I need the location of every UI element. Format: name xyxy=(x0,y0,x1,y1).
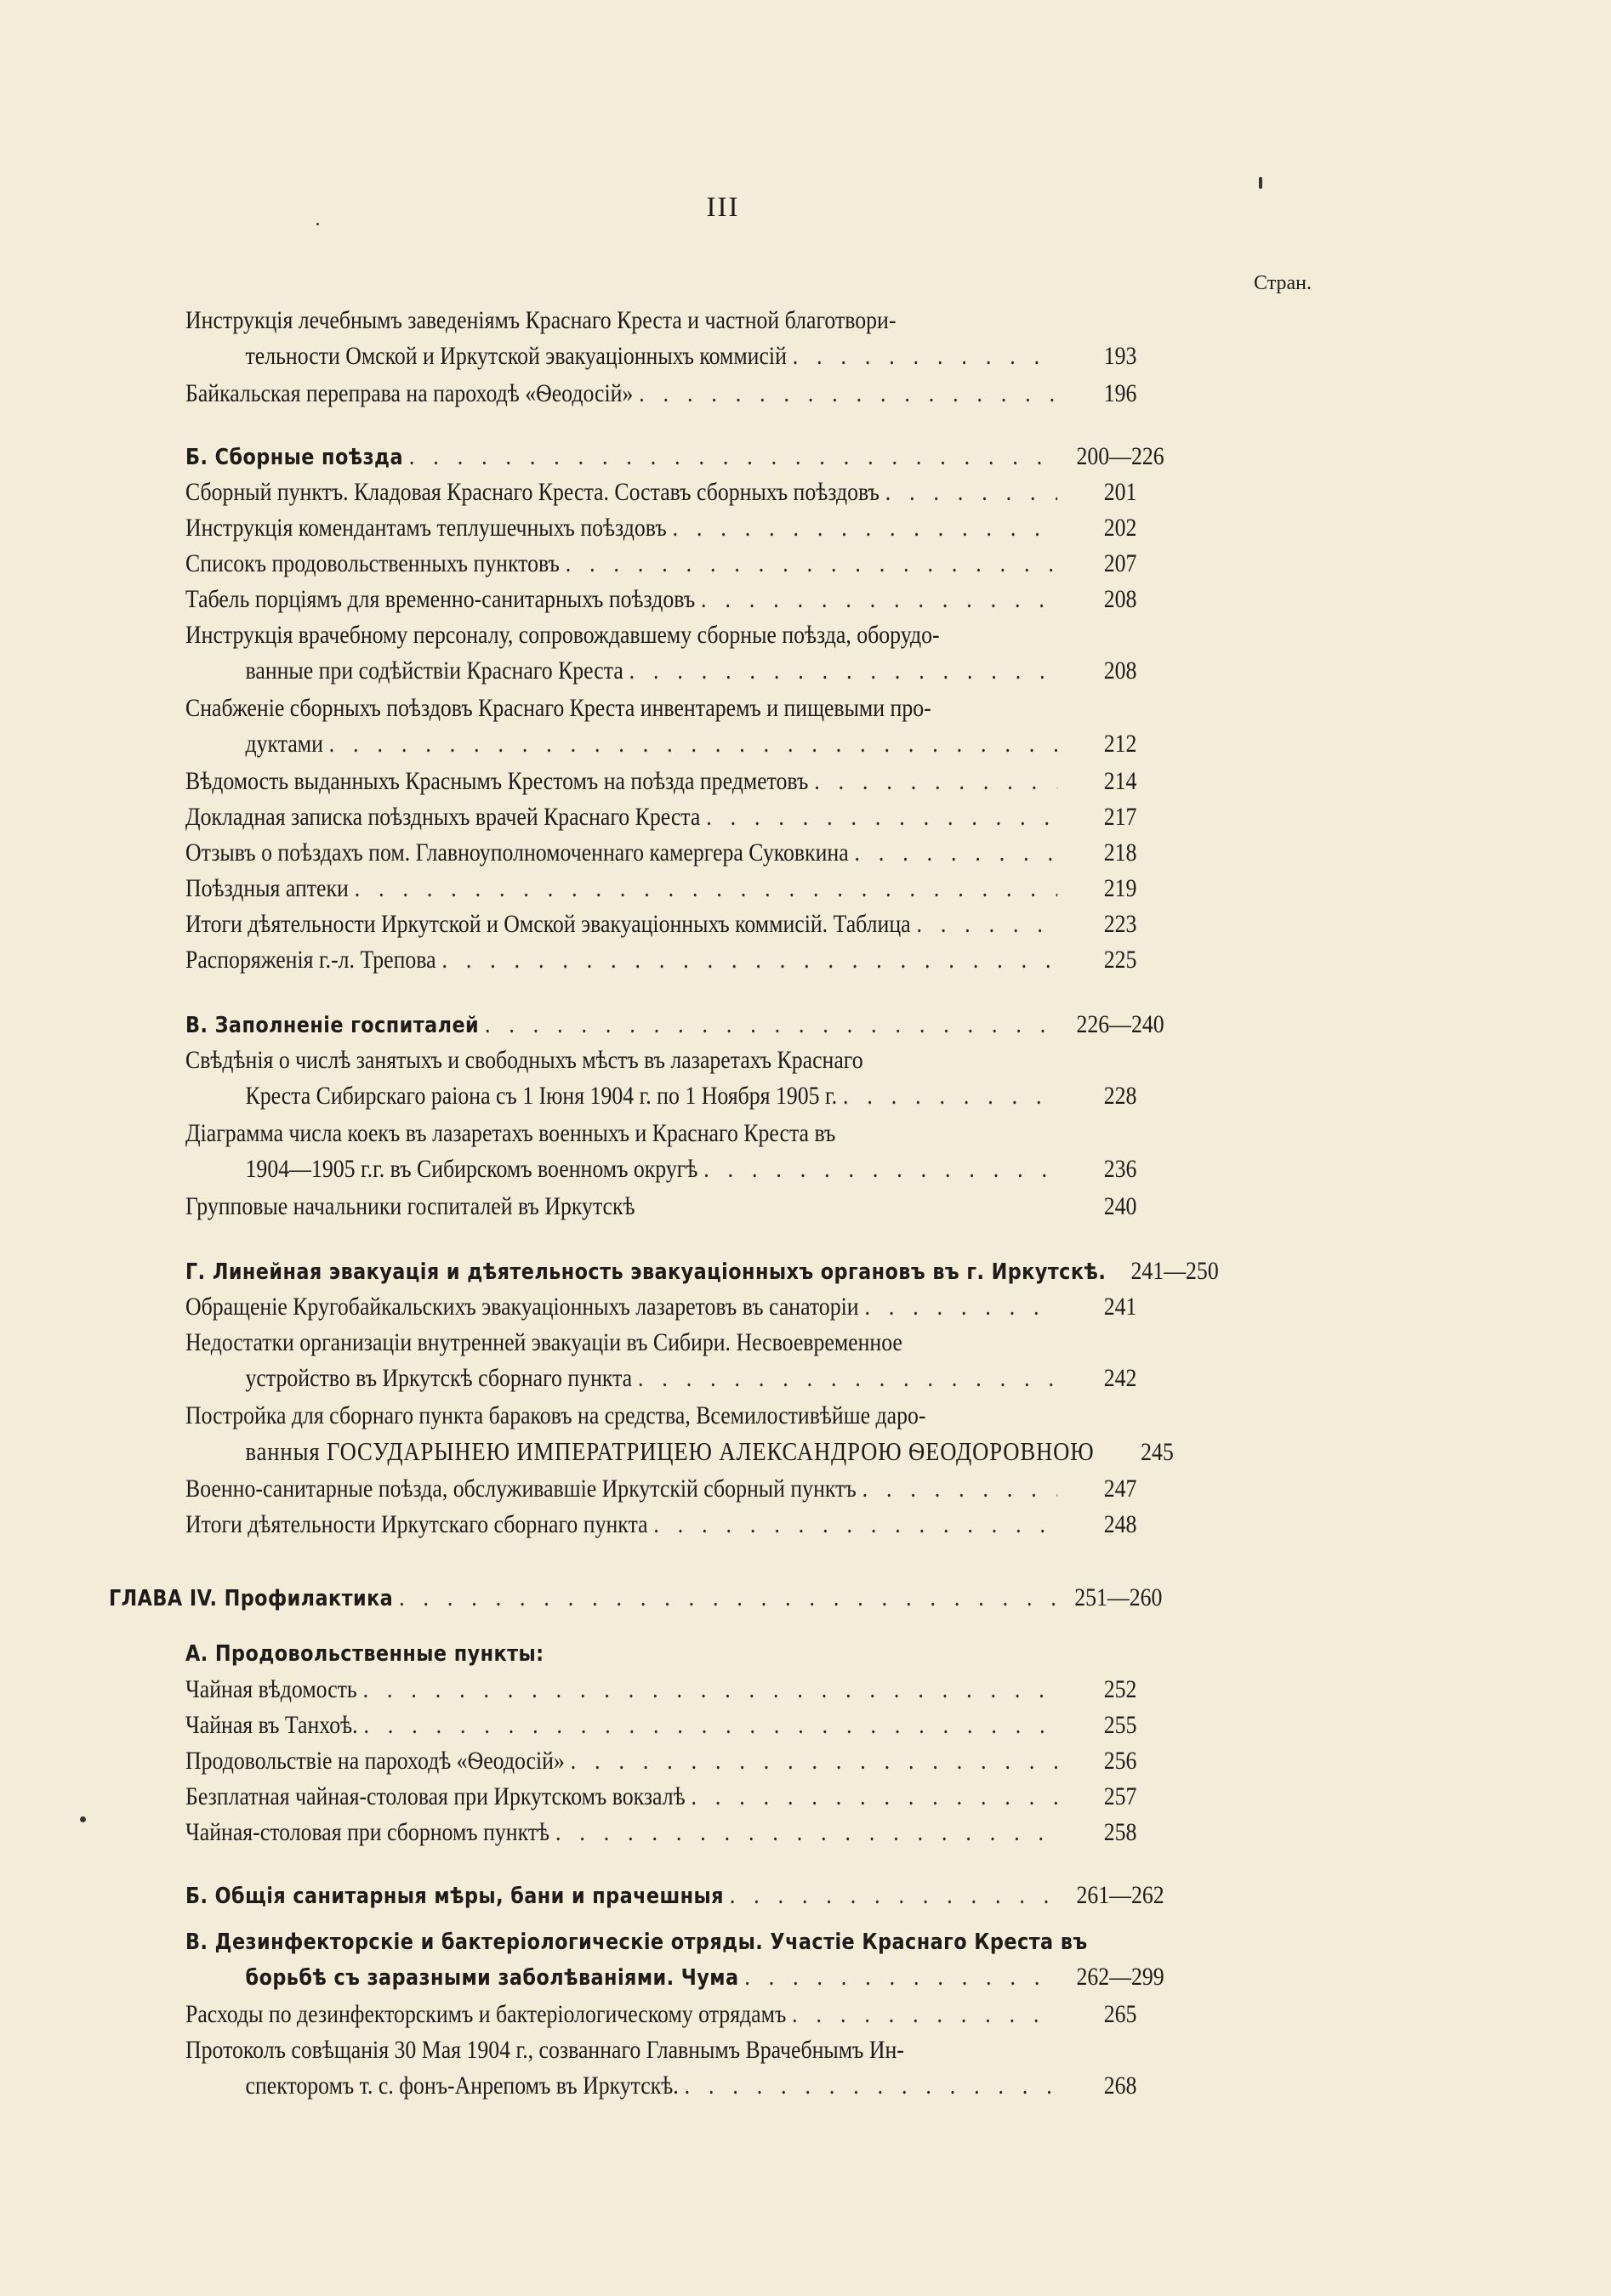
toc-page-number: 252 xyxy=(1103,1675,1137,1703)
toc-line xyxy=(185,1007,1179,1043)
toc-line xyxy=(185,1289,1179,1325)
toc-line xyxy=(185,475,1179,510)
toc-entry xyxy=(185,1708,1179,1743)
page-number: III xyxy=(706,192,740,223)
toc-entry-text: устройство въ Иркутскѣ сборнаго пункта xyxy=(245,1364,633,1392)
toc-entry-text: А. Продовольственные пункты: xyxy=(185,1641,544,1667)
toc-line xyxy=(185,2032,1179,2068)
toc-entry xyxy=(185,1189,1179,1225)
toc-entry-text: Г. Линейная эвакуація и дѣятельность эвакуаціонныхъ органовъ въ г. Иркутскѣ. xyxy=(185,1259,1107,1285)
toc-entry-text: Креста Сибирскаго раіона съ 1 Іюня 1904 г. по 1 Ноября 1905 г. xyxy=(245,1082,838,1110)
toc-line xyxy=(185,691,1179,726)
toc-entry-text: Чайная-столовая при сборномъ пунктѣ xyxy=(185,1818,550,1846)
toc-entry xyxy=(185,1253,1219,1289)
toc-entry xyxy=(185,303,1179,374)
toc-entry-text: борьбѣ съ заразными заболѣваніями. Чума xyxy=(245,1965,739,1991)
toc-entry-text: ванныя ГОСУДАРЫНЕЮ ИМПЕРАТРИЦЕЮ АЛЕКСАНДРОЮ ѲЕОДОРОВНОЮ xyxy=(245,1436,1095,1466)
toc-line xyxy=(185,338,1179,374)
toc-entry-text: Списокъ продовольственныхъ пунктовъ xyxy=(185,549,560,577)
toc-line xyxy=(185,799,1179,835)
toc-entry-text: Расходы по дезинфекторскимъ и бактеріологическому отрядамъ xyxy=(185,2000,787,2028)
toc-page-number: 200—226 xyxy=(1076,442,1164,470)
toc-entry-text: Байкальская переправа на пароходѣ «Ѳеодосій» xyxy=(185,379,634,407)
toc-line xyxy=(185,1078,1179,1114)
toc-page-number: 240 xyxy=(1103,1192,1137,1220)
toc-entry-text: Чайная вѣдомость xyxy=(185,1675,357,1703)
toc-page-number: 241 xyxy=(1103,1293,1137,1321)
toc-entry xyxy=(185,376,1179,412)
toc-entry xyxy=(185,1924,1179,1995)
toc-line xyxy=(185,1043,1179,1078)
dot-leader xyxy=(1106,1253,1112,1289)
toc-entry xyxy=(185,1997,1179,2032)
toc-line xyxy=(185,1743,1179,1779)
toc-page-number: 261—262 xyxy=(1076,1881,1164,1909)
toc-line xyxy=(185,871,1179,906)
dot-leader xyxy=(633,376,1057,412)
toc-entry xyxy=(109,1580,1177,1616)
dot-leader xyxy=(632,1361,1057,1396)
toc-line xyxy=(185,582,1179,617)
toc-entry-text: 1904—1905 г.г. въ Сибирскомъ военномъ округѣ xyxy=(245,1155,698,1183)
toc-line xyxy=(185,1997,1179,2032)
toc-line xyxy=(109,1580,1177,1616)
toc-line xyxy=(185,1151,1179,1187)
toc-line xyxy=(185,1361,1179,1396)
toc-entry xyxy=(185,617,1179,689)
toc-line xyxy=(185,510,1179,546)
toc-entry-text: Распоряженія г.-л. Трепова xyxy=(185,946,436,974)
toc-line xyxy=(185,1815,1179,1850)
toc-entry-text: тельности Омской и Иркутской эвакуаціонныхъ коммисій xyxy=(245,342,787,370)
dot-leader xyxy=(560,546,1057,582)
toc-entry xyxy=(185,1116,1179,1187)
dot-leader xyxy=(686,1779,1058,1815)
dot-leader xyxy=(911,906,1058,942)
toc-line xyxy=(185,1779,1179,1815)
toc-line xyxy=(185,1434,1179,1469)
toc-page-number: 262—299 xyxy=(1076,1963,1164,1991)
dot-leader xyxy=(679,2068,1057,2104)
toc-entry-text: Протоколъ совѣщанія 30 Мая 1904 г., созваннаго Главнымъ Врачебнымъ Ин- xyxy=(185,2036,904,2064)
toc-entry xyxy=(185,799,1179,835)
dot-leader xyxy=(786,1997,1057,2032)
dot-leader xyxy=(859,1289,1058,1325)
toc-page-number: 268 xyxy=(1103,2072,1137,2100)
toc-entry xyxy=(185,546,1179,582)
dot-leader xyxy=(837,1078,1057,1114)
toc-entry-text: Продовольствіе на пароходѣ «Ѳеодосій» xyxy=(185,1747,565,1775)
toc-line xyxy=(185,2068,1179,2104)
dot-leader xyxy=(323,726,1057,762)
toc-page-number: 212 xyxy=(1103,730,1137,758)
toc-entry-text: Сборный пунктъ. Кладовая Краснаго Креста. Составъ сборныхъ поѣздовъ xyxy=(185,478,880,506)
toc-page-number: 251—260 xyxy=(1074,1583,1163,1611)
ink-speck xyxy=(80,1816,86,1822)
toc-line xyxy=(185,439,1179,475)
toc-page-number: 257 xyxy=(1103,1782,1137,1810)
toc-line xyxy=(185,1325,1179,1361)
toc-entry-text: Б. Сборные поѣзда xyxy=(185,445,404,470)
toc-line xyxy=(185,835,1179,871)
toc-page-number: 226—240 xyxy=(1076,1010,1164,1038)
dot-leader xyxy=(697,1151,1057,1187)
dot-leader xyxy=(623,653,1057,689)
toc-page-number: 258 xyxy=(1103,1818,1137,1846)
toc-entry-text: Инструкція врачебному персоналу, сопровождавшему сборные поѣзда, оборудо- xyxy=(185,621,940,649)
toc-entry-text: Поѣздныя аптеки xyxy=(185,874,349,902)
toc-page-number: 236 xyxy=(1103,1155,1137,1183)
toc-line xyxy=(185,1924,1179,1959)
toc-entry xyxy=(185,942,1179,978)
dot-leader xyxy=(808,764,1057,799)
dot-leader xyxy=(648,1507,1058,1543)
toc-entry xyxy=(185,1043,1179,1114)
dot-leader xyxy=(349,871,1057,906)
toc-entry xyxy=(185,1779,1179,1815)
toc-entry-text: Безплатная чайная-столовая при Иркутскомъ вокзалѣ xyxy=(185,1782,686,1810)
toc-entry xyxy=(185,439,1179,475)
dot-leader xyxy=(393,1580,1056,1616)
toc-line xyxy=(185,617,1179,653)
toc-entry-text: Недостатки организаціи внутренней эвакуаціи въ Сибири. Несвоевременное xyxy=(185,1328,902,1356)
toc-entry-text: Итоги дѣятельности Иркутской и Омской эвакуаціонныхъ коммисій. Таблица xyxy=(185,910,911,938)
toc-entry xyxy=(185,1672,1179,1708)
dot-leader xyxy=(857,1471,1057,1507)
toc-page-number: 219 xyxy=(1103,874,1137,902)
dot-leader xyxy=(479,1007,1057,1043)
toc-entry xyxy=(185,582,1179,617)
toc-page-number: 228 xyxy=(1103,1082,1137,1110)
dot-leader xyxy=(436,942,1058,978)
dot-leader xyxy=(724,1878,1057,1913)
dot-leader xyxy=(403,439,1057,475)
dot-leader xyxy=(695,582,1057,617)
toc-line xyxy=(185,1253,1219,1289)
toc-page-number: 196 xyxy=(1103,379,1137,407)
toc-entry xyxy=(185,1636,1179,1672)
toc-entry xyxy=(185,1507,1179,1543)
toc-entry xyxy=(185,1815,1179,1850)
toc-page-number: 247 xyxy=(1103,1475,1137,1503)
dot-leader xyxy=(565,1743,1057,1779)
toc-page-number: 201 xyxy=(1103,478,1137,506)
toc-page-number: 255 xyxy=(1103,1711,1137,1739)
toc-page-number: 242 xyxy=(1103,1364,1137,1392)
toc-entry-text: Отзывъ о поѣздахъ пом. Главноуполномоченнаго камергера Суковкина xyxy=(185,838,849,867)
toc-entry-text: Итоги дѣятельности Иркутскаго сборнаго пункта xyxy=(185,1510,648,1538)
toc-page-number: 248 xyxy=(1103,1510,1137,1538)
toc-entry-text: В. Заполненіе госпиталей xyxy=(185,1013,480,1038)
toc-line xyxy=(185,1878,1179,1913)
toc-entry-text: Военно-санитарные поѣзда, обслуживавшіе Иркутскій сборный пунктъ xyxy=(185,1475,857,1503)
toc-line xyxy=(185,1959,1179,1995)
toc-page-number: 265 xyxy=(1103,2000,1137,2028)
toc-entry-text: ванные при содѣйствіи Краснаго Креста xyxy=(245,656,623,685)
toc-page-number: 245 xyxy=(1141,1438,1174,1466)
toc-line xyxy=(185,726,1179,762)
dot-leader xyxy=(700,799,1057,835)
toc-entry xyxy=(185,2032,1179,2104)
toc-page-number: 208 xyxy=(1103,656,1137,685)
toc-entry-text: дуктами xyxy=(245,730,323,758)
toc-line xyxy=(185,942,1179,978)
toc-entry-text: ГЛАВА IV. Профилактика xyxy=(109,1586,394,1611)
toc-page-number: 225 xyxy=(1103,946,1137,974)
toc-entry-text: Постройка для сборнаго пункта бараковъ на средства, Всемилостивѣйше даро- xyxy=(185,1401,926,1429)
toc-line xyxy=(185,653,1179,689)
toc-line xyxy=(185,1471,1179,1507)
toc-page-number: 223 xyxy=(1103,910,1137,938)
toc-line xyxy=(185,1398,1179,1434)
dot-leader xyxy=(549,1815,1057,1850)
toc-page-number: 217 xyxy=(1103,803,1137,831)
toc-line xyxy=(185,1708,1179,1743)
toc-entry xyxy=(185,1743,1179,1779)
dot-leader xyxy=(787,338,1057,374)
toc-entry xyxy=(185,1325,1179,1396)
dot-leader xyxy=(358,1708,1058,1743)
toc-page-number: 207 xyxy=(1103,549,1137,577)
toc-entry xyxy=(185,906,1179,942)
toc-entry-text: Докладная записка поѣздныхъ врачей Краснаго Креста xyxy=(185,803,701,831)
toc-entry-text: Обращеніе Кругобайкальскихъ эвакуаціонныхъ лазаретовъ въ санаторіи xyxy=(185,1293,859,1321)
toc-page-number: 256 xyxy=(1103,1747,1137,1775)
toc-entry xyxy=(185,510,1179,546)
toc-line xyxy=(185,906,1179,942)
toc-entry xyxy=(185,1398,1179,1469)
toc-entry xyxy=(185,691,1179,762)
dot-leader xyxy=(880,475,1057,510)
toc-page-number: 214 xyxy=(1103,767,1137,795)
toc-line xyxy=(185,546,1179,582)
page-column-header: Стран. xyxy=(1254,272,1312,294)
toc-entry-text: Вѣдомость выданныхъ Краснымъ Крестомъ на поѣзда предметовъ xyxy=(185,767,809,795)
toc-entry-text: Діаграмма числа коекъ въ лазаретахъ военныхъ и Краснаго Креста въ xyxy=(185,1119,836,1147)
toc-line xyxy=(185,303,1179,338)
toc-page-number: 218 xyxy=(1103,838,1137,867)
toc-entry-text: В. Дезинфекторскіе и бактеріологическіе отряды. Участіе Краснаго Креста въ xyxy=(185,1929,1088,1955)
dot-leader xyxy=(738,1959,1057,1995)
toc-entry xyxy=(185,835,1179,871)
dot-leader xyxy=(849,835,1057,871)
toc-line xyxy=(185,764,1179,799)
toc-line xyxy=(185,376,1179,412)
toc-entry xyxy=(185,1878,1179,1913)
toc-page-number: 193 xyxy=(1103,342,1137,370)
toc-page-number: 241—250 xyxy=(1130,1257,1219,1285)
toc-entry-text: Снабженіе сборныхъ поѣздовъ Краснаго Креста инвентаремъ и пищевыми про- xyxy=(185,694,931,722)
ink-speck xyxy=(1259,177,1262,189)
toc-line xyxy=(185,1507,1179,1543)
toc-entry-text: спекторомъ т. с. фонъ-Анрепомъ въ Иркутскѣ. xyxy=(245,2072,679,2100)
toc-page-number: 208 xyxy=(1103,585,1137,613)
toc-entry xyxy=(185,871,1179,906)
toc-entry xyxy=(185,1471,1179,1507)
toc-line xyxy=(185,1672,1179,1708)
toc-entry-text: Чайная въ Танхоѣ. xyxy=(185,1711,358,1739)
toc-entry xyxy=(185,1289,1179,1325)
toc-page-number: 202 xyxy=(1103,514,1137,542)
ink-speck xyxy=(316,223,319,225)
toc-entry xyxy=(185,475,1179,510)
toc-entry-text: Групповые начальники госпиталей въ Иркутскѣ xyxy=(185,1192,635,1220)
dot-leader xyxy=(357,1672,1057,1708)
toc-entry xyxy=(185,764,1179,799)
toc-entry-text: Б. Общія санитарныя мѣры, бани и прачешныя xyxy=(185,1884,724,1909)
toc-entry-text: Инструкція лечебнымъ заведеніямъ Краснаго Креста и частной благотвори- xyxy=(185,306,897,334)
toc-entry-text: Свѣдѣнія о числѣ занятыхъ и свободныхъ мѣстъ въ лазаретахъ Краснаго xyxy=(185,1046,863,1074)
toc-line xyxy=(185,1116,1179,1151)
toc-entry xyxy=(185,1007,1179,1043)
toc-entry-text: Табель порціямъ для временно-санитарныхъ поѣздовъ xyxy=(185,585,696,613)
toc-line xyxy=(185,1189,1179,1225)
dot-leader xyxy=(667,510,1057,546)
toc-entry-text: Инструкція комендантамъ теплушечныхъ поѣздовъ xyxy=(185,514,667,542)
toc-line xyxy=(185,1636,1179,1672)
